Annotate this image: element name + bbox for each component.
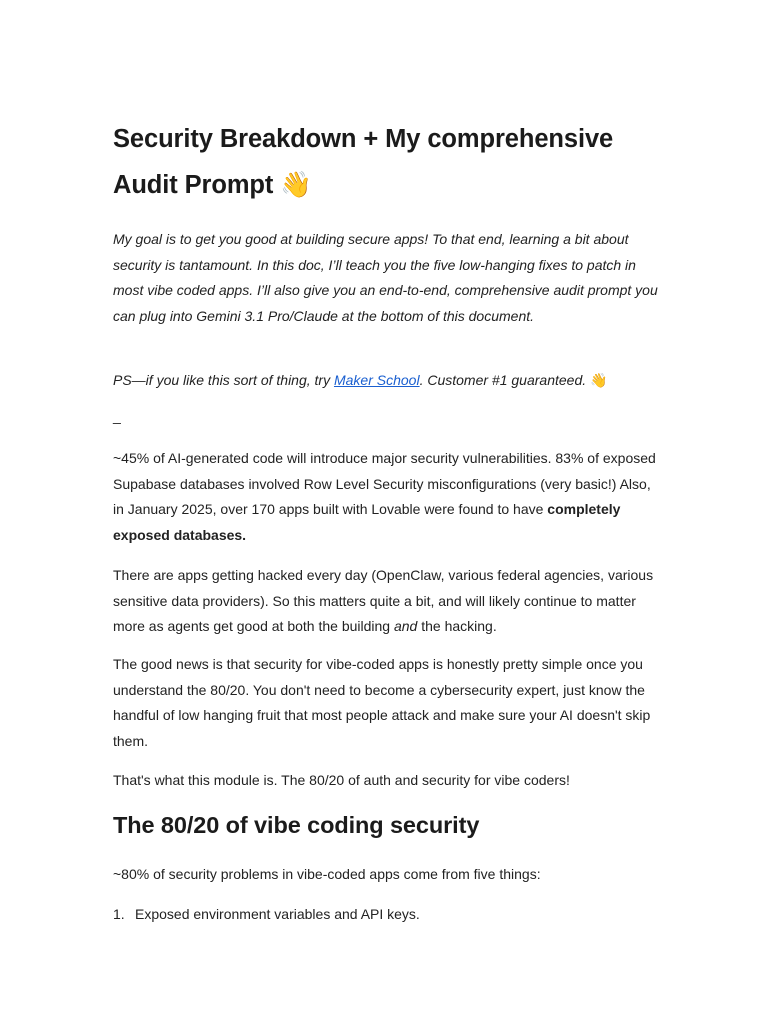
ps-suffix: . Customer #1 guaranteed. xyxy=(419,372,591,388)
ps-paragraph xyxy=(113,368,658,395)
section-lead: ~80% of security problems in vibe-coded apps come from five things: xyxy=(113,866,541,882)
paragraph-stats xyxy=(113,446,658,549)
separator-text: _ xyxy=(113,408,121,424)
maker-school-link[interactable]: Maker School xyxy=(333,372,420,388)
list-item xyxy=(113,901,658,927)
list-item-number: 1. xyxy=(113,906,125,922)
paragraph-stats-bold: completely exposed databases. xyxy=(113,501,621,544)
title-text: Security Breakdown + My comprehensive Audit Prompt xyxy=(113,125,614,199)
paragraph-good-news: The good news is that security for vibe-coded apps is honestly pretty simple once you understand the 80/20. You don't need to become a cybersecurity expert, just know the handful of low hanging fruit that most people attack and make sure your AI doesn't skip them. xyxy=(113,656,651,750)
paragraph-hacked-after: the hacking. xyxy=(417,618,497,635)
ps-prefix: PS—if you like this sort of thing, try xyxy=(113,372,334,388)
intro-paragraph: My goal is to get you good at building secure apps! To that end, learning a bit about security is tantamount. In this doc, I’ll teach you the five low-hanging fixes to patch in most vibe coded apps. I’ll also give you an end-to-end, comprehensive audit prompt you can plug into Gemini 3.1 Pro/Claude at the bottom of this document. xyxy=(113,231,658,325)
waving-hand-emoji-icon: 👋 xyxy=(590,373,608,389)
paragraph-stats-text: ~45% of AI-generated code will introduce major security vulnerabilities. 83% of exposed Supabase databases involved Row Level Security misconfigurations (very basic!) Also, in January 2025, over 170 apps built with Lovable were found to have xyxy=(113,450,656,518)
section-heading: The 80/20 of vibe coding security xyxy=(113,812,480,838)
document-title xyxy=(113,116,658,208)
list-item-text: Exposed environment variables and API keys. xyxy=(135,906,420,922)
waving-hand-emoji-icon: 👋 xyxy=(280,170,312,200)
paragraph-hacked xyxy=(113,563,658,640)
paragraph-module: That's what this module is. The 80/20 of auth and security for vibe coders! xyxy=(113,772,570,788)
paragraph-hacked-italic: and xyxy=(393,618,418,635)
paragraph-hacked-before: There are apps getting hacked every day (OpenClaw, various federal agencies, various sensitive data providers). So this matters quite a bit, and will likely continue to matter more as agents get good at both the building xyxy=(113,567,654,635)
